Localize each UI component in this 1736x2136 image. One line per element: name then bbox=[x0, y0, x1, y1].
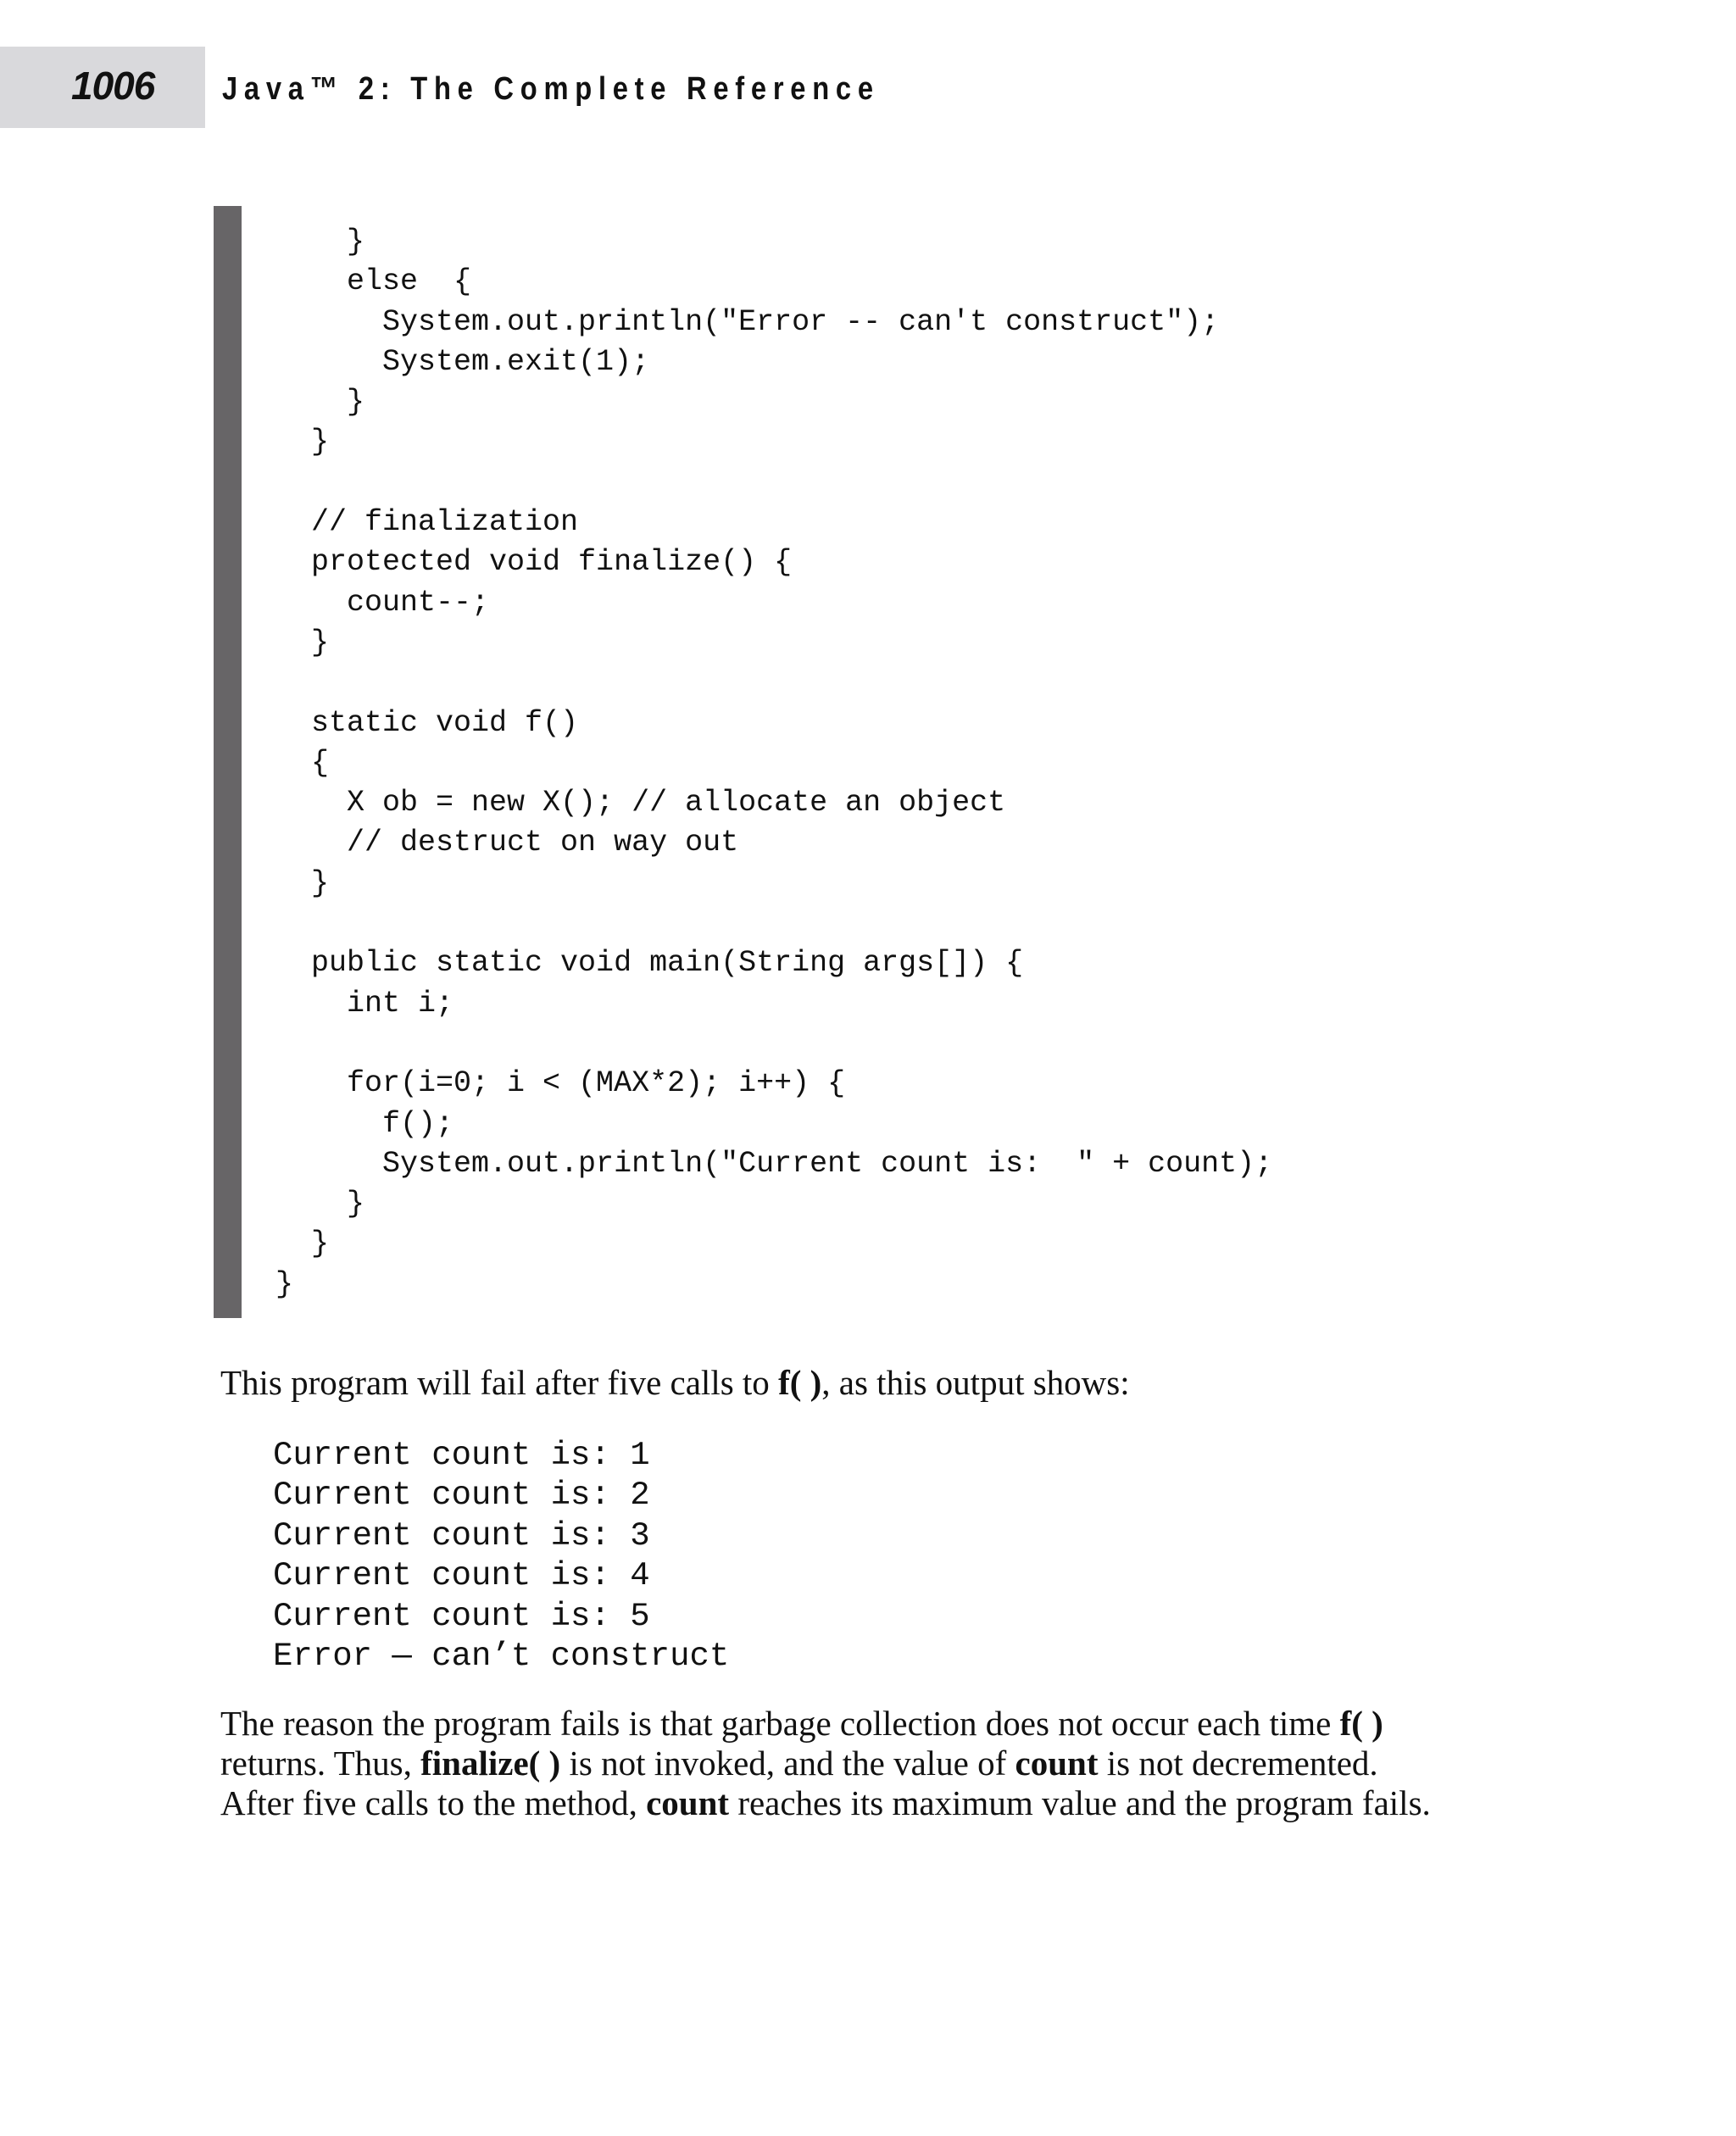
paragraph-text: is not invoked, and the value of bbox=[560, 1744, 1015, 1783]
code-line: } bbox=[275, 625, 330, 659]
code-term: count bbox=[646, 1783, 730, 1822]
output-line: Error — can’t construct bbox=[273, 1637, 730, 1675]
code-line: } bbox=[275, 1227, 330, 1261]
code-line bbox=[275, 463, 1272, 503]
paragraph-text: The reason the program fails is that garbage collection does not occur each time bbox=[220, 1704, 1340, 1743]
code-line: X ob = new X(); // allocate an object bbox=[275, 786, 1006, 820]
code-line: for(i=0; i < (MAX*2); i++) { bbox=[275, 1066, 846, 1101]
code-term: f( ) bbox=[1339, 1704, 1383, 1743]
code-line bbox=[275, 1024, 1272, 1064]
code-line: // destruct on way out bbox=[275, 826, 739, 860]
code-line: System.exit(1); bbox=[275, 344, 650, 379]
code-line: } bbox=[275, 1266, 294, 1301]
code-line: { bbox=[275, 745, 330, 780]
code-term: count bbox=[1015, 1744, 1099, 1783]
code-listing-bar bbox=[214, 206, 242, 1318]
paragraph-explanation bbox=[220, 1704, 1431, 1823]
paragraph-text: , as this output shows: bbox=[821, 1363, 1130, 1402]
output-line: Current count is: 4 bbox=[273, 1557, 650, 1595]
code-term: f( ) bbox=[778, 1363, 822, 1402]
code-line: } bbox=[275, 865, 330, 900]
paragraph-text: This program will fail after five calls to bbox=[220, 1363, 779, 1402]
page-number: 1006 bbox=[71, 64, 155, 108]
code-line: static void f() bbox=[275, 705, 579, 740]
paragraph-text: reaches its maximum value and the program fails. bbox=[729, 1783, 1431, 1822]
output-line: Current count is: 2 bbox=[273, 1477, 650, 1515]
code-line: } bbox=[275, 225, 365, 259]
paragraph-text: is not decremented. bbox=[1098, 1744, 1378, 1783]
code-line: f(); bbox=[275, 1106, 454, 1141]
paragraph-output-intro bbox=[220, 1363, 1130, 1403]
code-line: } bbox=[275, 385, 365, 420]
code-line: count--; bbox=[275, 585, 490, 620]
code-line: protected void finalize() { bbox=[275, 545, 793, 580]
output-line: Current count is: 5 bbox=[273, 1597, 650, 1635]
code-listing bbox=[275, 222, 1272, 1304]
code-term: finalize( ) bbox=[420, 1744, 561, 1783]
program-output-listing bbox=[273, 1436, 729, 1677]
paragraph-text: After five calls to the method, bbox=[220, 1783, 647, 1822]
code-line: } bbox=[275, 1187, 365, 1221]
output-line: Current count is: 3 bbox=[273, 1516, 650, 1555]
running-header-title: Java™ 2: The Complete Reference bbox=[222, 71, 880, 107]
code-line: public static void main(String args[]) { bbox=[275, 946, 1024, 981]
code-line bbox=[275, 904, 1272, 943]
code-line: System.out.println("Current count is: " + count); bbox=[275, 1146, 1273, 1181]
output-line: Current count is: 1 bbox=[273, 1437, 650, 1474]
code-line: // finalization bbox=[275, 505, 579, 540]
code-line: int i; bbox=[275, 986, 454, 1021]
code-line: else { bbox=[275, 264, 472, 299]
code-line: System.out.println("Error -- can't construct"); bbox=[275, 304, 1220, 339]
paragraph-text: returns. Thus, bbox=[220, 1744, 421, 1783]
code-line bbox=[275, 663, 1272, 703]
code-line: } bbox=[275, 425, 330, 459]
